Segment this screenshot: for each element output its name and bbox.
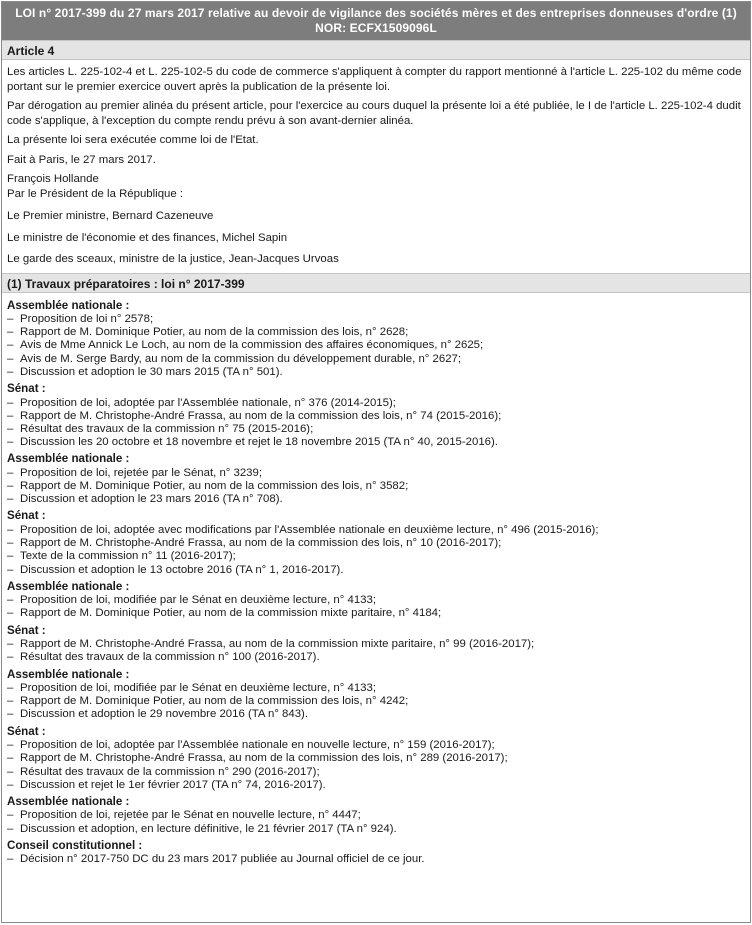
list-item: – Rapport de M. Christophe-André Frassa, au nom de la commission mixte paritaire, n° 99 (2016-2017);	[7, 638, 745, 651]
list-item: – Discussion et adoption le 23 mars 2016 (TA n° 708).	[7, 493, 745, 506]
list-item: – Discussion et rejet le 1er février 2017 (TA n° 74, 2016-2017).	[7, 779, 745, 792]
chamber-block	[7, 624, 745, 665]
article-paragraph: Les articles L. 225-102-4 et L. 225-102-5 du code de commerce s'appliquent à compter du rapport mentionné à l'article L. 225-102 du même code portant sur le premier exercice ouvert après la publication de la présente loi.	[7, 66, 742, 93]
chamber-items	[7, 809, 745, 835]
list-item: – Avis de M. Serge Bardy, au nom de la commission du développement durable, n° 2627;	[7, 353, 745, 366]
list-item: – Texte de la commission n° 11 (2016-2017);	[7, 550, 745, 563]
preparatory-works-list	[2, 293, 750, 867]
chamber-block	[7, 452, 745, 506]
chamber-name: Sénat :	[7, 382, 46, 396]
list-item: – Rapport de M. Dominique Potier, au nom de la commission mixte paritaire, n° 4184;	[7, 607, 745, 620]
law-document	[1, 1, 751, 923]
preparatory-works-heading: (1) Travaux préparatoires : loi n° 2017-399	[2, 273, 750, 293]
list-item: – Rapport de M. Christophe-André Frassa, au nom de la commission des lois, n° 289 (2016-2017);	[7, 752, 745, 765]
chamber-items	[7, 739, 745, 792]
list-item: – Discussion et adoption, en lecture définitive, le 21 février 2017 (TA n° 924).	[7, 823, 745, 836]
article-body	[2, 60, 750, 267]
chamber-name: Conseil constitutionnel :	[7, 838, 143, 852]
list-item: – Proposition de loi, adoptée par l'Assemblée nationale en nouvelle lecture, n° 159 (2016-2017);	[7, 739, 745, 752]
list-item: – Discussion les 20 octobre et 18 novembre et rejet le 18 novembre 2015 (TA n° 40, 2015-2016).	[7, 436, 745, 449]
list-item: – Proposition de loi n° 2578;	[7, 313, 745, 326]
list-item: – Proposition de loi, adoptée avec modifications par l'Assemblée nationale en deuxième lecture, n° 496 (2015-2016);	[7, 524, 745, 537]
chamber-block	[7, 795, 745, 836]
chamber-name: Assemblée nationale :	[7, 667, 130, 681]
list-item: – Proposition de loi, rejetée par le Sénat en nouvelle lecture, n° 4447;	[7, 809, 745, 822]
minister-line: Le ministre de l'économie et des finances, Michel Sapin	[7, 231, 288, 244]
list-item: – Avis de Mme Annick Le Loch, au nom de la commission des affaires économiques, n° 2625;	[7, 339, 745, 352]
list-item: – Rapport de M. Dominique Potier, au nom de la commission des lois, n° 2628;	[7, 326, 745, 339]
minister-line: Le Premier ministre, Bernard Cazeneuve	[7, 210, 214, 222]
chamber-name: Sénat :	[7, 724, 46, 738]
signature-date: Fait à Paris, le 27 mars 2017.	[7, 153, 156, 166]
list-item: – Discussion et adoption le 13 octobre 2016 (TA n° 1, 2016-2017).	[7, 564, 745, 577]
list-item: – Rapport de M. Dominique Potier, au nom de la commission des lois, n° 4242;	[7, 695, 745, 708]
chamber-name: Sénat :	[7, 509, 46, 523]
law-title-bar	[2, 2, 750, 40]
chamber-name: Assemblée nationale :	[7, 579, 130, 593]
list-item: – Rapport de M. Christophe-André Frassa, au nom de la commission des lois, n° 74 (2015-2016);	[7, 410, 745, 423]
list-item: – Rapport de M. Christophe-André Frassa, au nom de la commission des lois, n° 10 (2016-2017);	[7, 537, 745, 550]
list-item: – Résultat des travaux de la commission n° 100 (2016-2017).	[7, 651, 745, 664]
chamber-items	[7, 853, 745, 866]
chamber-items	[7, 397, 745, 450]
list-item: – Proposition de loi, modifiée par le Sénat en deuxième lecture, n° 4133;	[7, 682, 745, 695]
list-item: – Discussion et adoption le 29 novembre 2016 (TA n° 843).	[7, 708, 745, 721]
chamber-name: Assemblée nationale :	[7, 452, 130, 466]
chamber-name: Assemblée nationale :	[7, 298, 130, 312]
chamber-block	[7, 725, 745, 792]
list-item: – Discussion et adoption le 30 mars 2015 (TA n° 501).	[7, 366, 745, 379]
chamber-block	[7, 299, 745, 380]
signatory-title: Par le Président de la République :	[7, 187, 184, 200]
list-item: – Décision n° 2017-750 DC du 23 mars 2017 publiée au Journal officiel de ce jour.	[7, 853, 745, 866]
chamber-block	[7, 509, 745, 576]
list-item: – Rapport de M. Dominique Potier, au nom de la commission des lois, n° 3582;	[7, 480, 745, 493]
list-item: – Proposition de loi, modifiée par le Sénat en deuxième lecture, n° 4133;	[7, 594, 745, 607]
chamber-items	[7, 638, 745, 664]
list-item: – Résultat des travaux de la commission n° 75 (2015-2016);	[7, 423, 745, 436]
chamber-items	[7, 467, 745, 507]
chamber-block	[7, 382, 745, 449]
article-heading: Article 4	[2, 40, 750, 60]
chamber-name: Sénat :	[7, 623, 46, 637]
chamber-items	[7, 682, 745, 722]
chamber-items	[7, 594, 745, 620]
signatory-name: François Hollande	[7, 173, 99, 185]
list-item: – Résultat des travaux de la commission n° 290 (2016-2017);	[7, 766, 745, 779]
chamber-items	[7, 313, 745, 379]
chamber-block	[7, 839, 745, 867]
enactment-formula: La présente loi sera exécutée comme loi de l'Etat.	[7, 134, 259, 146]
chamber-block	[7, 580, 745, 621]
chamber-name: Assemblée nationale :	[7, 794, 130, 808]
minister-line: Le garde des sceaux, ministre de la justice, Jean-Jacques Urvoas	[7, 253, 339, 265]
law-title: LOI n° 2017-399 du 27 mars 2017 relative au devoir de vigilance des sociétés mères et des entreprises donneuses d'ordre (1)	[15, 6, 737, 20]
list-item: – Proposition de loi, rejetée par le Sénat, n° 3239;	[7, 467, 745, 480]
law-nor-reference: NOR: ECFX1509096L	[315, 21, 437, 35]
article-paragraph: Par dérogation au premier alinéa du présent article, pour l'exercice au cours duquel la présente loi a été publiée, le I de l'article L. 225-102-4 dudit code s'applique, à l'exception du compte rendu prévu à son avant-dernier alinéa.	[7, 100, 741, 127]
list-item: – Proposition de loi, adoptée par l'Assemblée nationale, n° 376 (2014-2015);	[7, 397, 745, 410]
chamber-block	[7, 668, 745, 722]
chamber-items	[7, 524, 745, 577]
